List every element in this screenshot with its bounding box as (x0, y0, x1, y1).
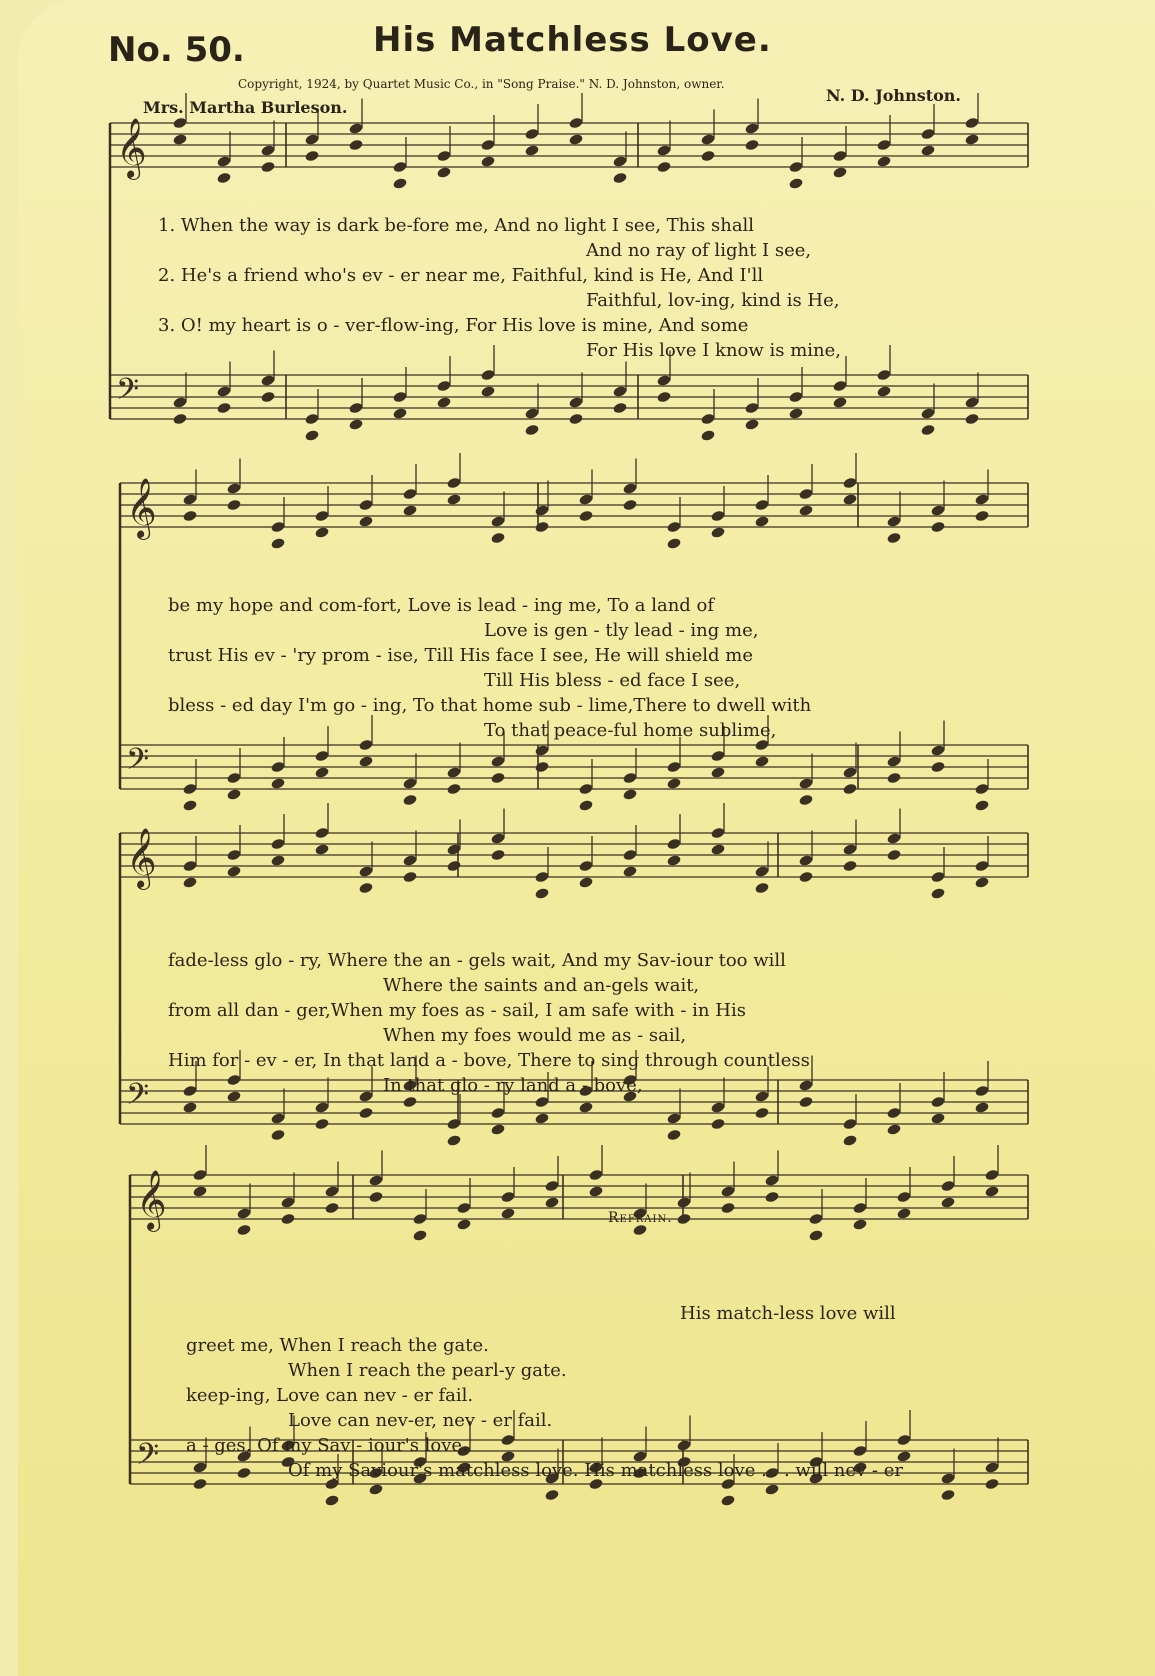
note-head (832, 396, 847, 409)
note-head (666, 1129, 681, 1142)
note-head (886, 532, 901, 545)
lyric-line: To that peace-ful home sublime, (484, 720, 777, 741)
note-head (876, 155, 891, 168)
note-head (808, 1229, 823, 1242)
hymn-number: No. 50. (108, 30, 245, 70)
note-head (456, 1218, 471, 1231)
lyric-line: For His love I know is mine, (586, 340, 842, 361)
hymn-title: His Matchless Love. (373, 20, 772, 60)
note-head (754, 755, 769, 768)
lyric-line: When I reach the pearl-y gate. (288, 1360, 567, 1381)
note-head (886, 772, 901, 785)
note-head (524, 424, 539, 437)
lyric-line: Of my Saviour's matchless love. His matchless love . . . will nev - er (288, 1460, 903, 1481)
note-head (436, 396, 451, 409)
note-head (534, 761, 549, 774)
note-head (304, 429, 319, 442)
lyric-line: trust His ev - 'ry prom - ise, Till His face I see, He will shield me (168, 645, 753, 666)
note-head (216, 402, 231, 415)
note-head (700, 429, 715, 442)
lyric-line: Where the saints and an-gels wait, (383, 975, 700, 996)
note-head (544, 1489, 559, 1502)
lyric-line: 3. O! my heart is o - ver-flow-ing, For His love is mine, And some (158, 315, 749, 336)
lyric-line: a - ges, Of my Sav - iour's love. (186, 1435, 468, 1456)
note-head (710, 526, 725, 539)
note-head (368, 1483, 383, 1496)
note-head (192, 1185, 207, 1198)
note-head (578, 799, 593, 812)
note-head (348, 139, 363, 152)
lyric-line: from all dan - ger,When my foes as - sail, I am safe with - in His (168, 1000, 746, 1021)
lyric-line: Faithful, lov-ing, kind is He, (586, 290, 840, 311)
note-head (676, 1213, 691, 1226)
lyric-line: Till His bless - ed face I see, (484, 670, 741, 691)
note-head (886, 849, 901, 862)
note-head (446, 860, 461, 873)
note-head (534, 887, 549, 900)
note-head (666, 537, 681, 550)
lyric-line: And no ray of light I see, (586, 240, 812, 261)
note-head (392, 407, 407, 420)
note-head (720, 1202, 735, 1215)
note-head (578, 876, 593, 889)
note-head (270, 777, 285, 790)
lyric-line: In that glo - ry land a - bove, (383, 1075, 643, 1096)
note-head (666, 854, 681, 867)
note-head (940, 1196, 955, 1209)
note-head (446, 783, 461, 796)
note-head (974, 799, 989, 812)
note-head (402, 871, 417, 884)
note-head (544, 1196, 559, 1209)
note-head (236, 1467, 251, 1480)
lyric-line: be my hope and com-fort, Love is lead - ing me, To a land of (168, 595, 715, 616)
note-head (568, 413, 583, 426)
note-head (764, 1191, 779, 1204)
note-head (666, 777, 681, 790)
note-head (930, 521, 945, 534)
note-head (710, 843, 725, 856)
note-head (754, 882, 769, 895)
note-head (612, 172, 627, 185)
note-head (358, 755, 373, 768)
note-head (940, 1489, 955, 1502)
composer-credit: N. D. Johnston. (826, 86, 961, 105)
note-head (358, 1107, 373, 1120)
treble-clef-icon: 𝄞 (126, 828, 157, 888)
note-head (490, 1123, 505, 1136)
note-head (974, 1101, 989, 1114)
note-head (324, 1494, 339, 1507)
lyric-line: Love is gen - tly lead - ing me, (484, 620, 759, 641)
note-head (402, 1096, 417, 1109)
note-head (788, 177, 803, 190)
note-head (392, 177, 407, 190)
note-head (710, 1118, 725, 1131)
note-head (656, 161, 671, 174)
lyric-line: bless - ed day I'm go - ing, To that home sub - lime,There to dwell with (168, 695, 812, 716)
note-head (172, 133, 187, 146)
treble-clef-icon: 𝄞 (136, 1170, 167, 1230)
note-head (446, 1134, 461, 1147)
note-head (480, 155, 495, 168)
note-head (534, 521, 549, 534)
lyric-line: keep-ing, Love can nev - er fail. (186, 1385, 474, 1406)
note-head (720, 1494, 735, 1507)
note-head (270, 854, 285, 867)
note-head (402, 794, 417, 807)
note-head (744, 418, 759, 431)
note-head (886, 1123, 901, 1136)
note-head (930, 887, 945, 900)
note-head (920, 424, 935, 437)
note-head (260, 391, 275, 404)
note-head (226, 499, 241, 512)
copyright-line: Copyright, 1924, by Quartet Music Co., in "Song Praise." N. D. Johnston, owner. (238, 77, 725, 91)
note-head (270, 1129, 285, 1142)
lyric-line: When my foes would me as - sail, (383, 1025, 687, 1046)
note-head (260, 161, 275, 174)
note-head (842, 860, 857, 873)
treble-clef-icon: 𝄞 (126, 478, 157, 538)
note-head (930, 761, 945, 774)
lyricist-credit: Mrs. Martha Burleson. (143, 98, 348, 117)
note-head (314, 766, 329, 779)
note-head (568, 133, 583, 146)
note-head (984, 1185, 999, 1198)
note-head (314, 526, 329, 539)
lyric-line: 2. He's a friend who's ev - er near me, Faithful, kind is He, And I'll (158, 265, 764, 286)
note-head (578, 1101, 593, 1114)
note-head (656, 391, 671, 404)
note-head (490, 772, 505, 785)
note-head (842, 493, 857, 506)
note-head (314, 843, 329, 856)
note-head (446, 493, 461, 506)
note-head (216, 172, 231, 185)
note-head (798, 1096, 813, 1109)
bass-clef-icon: 𝄢 (136, 1438, 160, 1479)
treble-clef-icon: 𝄞 (116, 118, 147, 178)
note-head (358, 882, 373, 895)
bass-clef-icon: 𝄢 (126, 743, 150, 784)
note-head (622, 865, 637, 878)
note-head (324, 1202, 339, 1215)
note-head (920, 144, 935, 157)
note-head (930, 1112, 945, 1125)
note-head (710, 766, 725, 779)
note-head (182, 799, 197, 812)
note-head (578, 510, 593, 523)
note-head (588, 1185, 603, 1198)
note-head (480, 385, 495, 398)
note-head (764, 1483, 779, 1496)
note-head (842, 783, 857, 796)
bass-clef-icon: 𝄢 (126, 1078, 150, 1119)
note-head (534, 1112, 549, 1125)
lyric-line: fade-less glo - ry, Where the an - gels wait, And my Sav-iour too will (168, 950, 786, 971)
note-head (842, 1134, 857, 1147)
note-head (172, 413, 187, 426)
note-head (622, 788, 637, 801)
note-head (280, 1213, 295, 1226)
note-head (182, 1101, 197, 1114)
note-head (788, 407, 803, 420)
note-head (226, 865, 241, 878)
note-head (612, 402, 627, 415)
note-head (524, 144, 539, 157)
note-head (798, 871, 813, 884)
note-head (798, 794, 813, 807)
note-head (368, 1191, 383, 1204)
note-head (490, 532, 505, 545)
note-head (436, 166, 451, 179)
note-head (358, 515, 373, 528)
note-head (984, 1478, 999, 1491)
note-head (314, 1118, 329, 1131)
note-head (226, 788, 241, 801)
note-head (236, 1224, 251, 1237)
note-head (182, 876, 197, 889)
note-head (192, 1478, 207, 1491)
note-head (700, 150, 715, 163)
note-head (832, 166, 847, 179)
note-head (974, 510, 989, 523)
note-head (348, 418, 363, 431)
lyric-line: His match-less love will (680, 1303, 896, 1324)
note-head (896, 1207, 911, 1220)
note-head (852, 1218, 867, 1231)
lyric-line: Him for - ev - er, In that land a - bove, There to sing through countless (168, 1050, 810, 1071)
note-head (500, 1207, 515, 1220)
note-head (744, 139, 759, 152)
note-head (402, 504, 417, 517)
lyric-line: Love can nev-er, nev - er fail. (288, 1410, 553, 1431)
lyric-line: 1. When the way is dark be-fore me, And no light I see, This shall (158, 215, 755, 236)
note-head (798, 504, 813, 517)
note-head (270, 537, 285, 550)
bass-clef-icon: 𝄢 (116, 373, 140, 414)
lyric-line: greet me, When I reach the gate. (186, 1335, 489, 1356)
note-head (412, 1229, 427, 1242)
hymn-page (18, 0, 1155, 1676)
note-head (490, 849, 505, 862)
note-head (754, 515, 769, 528)
note-head (876, 385, 891, 398)
note-head (964, 133, 979, 146)
note-head (754, 1107, 769, 1120)
note-head (226, 1090, 241, 1103)
note-head (182, 510, 197, 523)
note-head (622, 499, 637, 512)
note-head (974, 876, 989, 889)
note-head (304, 150, 319, 163)
note-head (964, 413, 979, 426)
refrain-label: Refrain. (608, 1210, 673, 1226)
